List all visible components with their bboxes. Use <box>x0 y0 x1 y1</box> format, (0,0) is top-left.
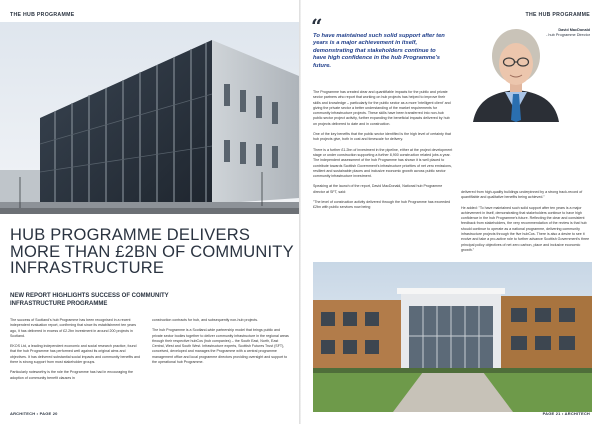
left-column-1 <box>10 318 142 386</box>
body-paragraph: Speaking at the launch of the report, David MacDonald, National hub Programme director at SFT, said: <box>313 184 443 194</box>
body-paragraph: delivered from high-quality buildings underpinned by a strong track-record of quantifiable and qualitative benefits being achieved." <box>461 190 583 200</box>
body-paragraph: The Programme has created clear and quantifiable impacts for the public and private sector partners who report that working on hub projects has helped to improve their skills and knowledge – particularly for the public sector as a more 'intelligent client' and giving the private sector a better understanding of the market requirements for community infrastructure projects. These skills have been transferred into non-hub public sector project activity, further expanding the beneficial impacts delivered by hub on projects delivered to date and in construction. <box>313 90 451 126</box>
caption-name: David MacDonald <box>558 28 590 32</box>
caption-role: - hub Programme Director <box>546 33 590 37</box>
school-building-photo <box>313 262 592 412</box>
body-paragraph: There is a further £1.2bn of investment in the pipeline, either at the project development stage or under construction supporting a further 8,900 construction related jobs a year. The independent assessment of the hub Programme has shown it is well placed to contribute towards Scottish Government's infrastructure priorities of net zero emissions, resilient and sustainable places and inclusive economic growth across public sector community infrastructure investment. <box>313 147 453 179</box>
section-header-right: THE HUB PROGRAMME <box>525 12 590 18</box>
article-subhead: NEW REPORT HIGHLIGHTS SUCCESS OF COMMUNITY INFRASTRUCTURE PROGRAMME <box>10 293 169 307</box>
portrait-caption <box>540 28 590 38</box>
body-paragraph: He added: "To have maintained such solid support after ten years is a major achievement in itself, demonstrating that stakeholders continue to have high confidence in the hub Programme's future. Reflecting the clear and consistent feedback from stakeholders, the very recommendation of the review is that hub should continue to operate as a national programme, delivering community infrastructure projects through the five hubCos. There is also a desire to see it evolve and take a pro-active role to further advance Scottish Government's three principal policy objectives of net zero carbon, place and inclusive economic growth." <box>461 205 590 252</box>
right-page <box>301 0 600 424</box>
pull-quote: To have maintained such solid support after ten years is a major achievement in itself, demonstrating that stakeholders continue to have high confidence in the hub Programme's future. <box>313 33 445 69</box>
body-paragraph: The success of Scotland's hub Programme has been recognised in a recent independent evaluation report, confirming that since its establishment ten years ago, it has delivered in excess of £2.2bn investment in around 200 projects in Scotland. <box>10 318 137 338</box>
building-photo <box>0 22 299 214</box>
body-paragraph: EKOS Ltd, a leading independent economic and social research practice, found that the hub Programme has performed well against its original aims and objectives. It has delivered substantial social impacts and community benefits and there is strong support from most stakeholder groups. <box>10 344 141 365</box>
body-paragraph: construction contracts for hub, and subsequently non-hub projects. <box>152 318 259 322</box>
right-column-1 <box>313 90 453 216</box>
body-paragraph: One of the key benefits that the public sector identified is the high level of certainty that hub projects give, both in cost and timescale for delivery. <box>313 132 451 142</box>
left-column-2 <box>152 318 290 370</box>
quote-mark-icon: “ <box>311 14 323 38</box>
body-paragraph: The hub Programme is a Scotland-wide partnership model that brings public and private sector bodies together to deliver community infrastructure in the regional areas through their respective hubCos (hub companies) – the South East, North, East Central, West and South West. Infrastructure experts, Scottish Futures Trust (SFT), conceived, developed and manages the Programme with a central programme management office and local programme directors providing oversight and support to the operational hub Programme. <box>152 328 289 365</box>
section-header-left: THE HUB PROGRAMME <box>10 12 75 18</box>
page-folio-left: ARCHITECH • PAGE 20 <box>10 411 58 416</box>
left-page <box>0 0 299 424</box>
page-folio-right: PAGE 21 • ARCHITECH <box>542 411 590 416</box>
body-paragraph: "The level of construction activity delivered through the hub Programme has exceeded £2bn with public services now being <box>313 200 451 210</box>
body-paragraph: Particularly noteworthy is the role the Programme has had in encouraging the adoption of community benefit clauses in <box>10 370 134 380</box>
right-column-2 <box>461 190 591 258</box>
article-headline: HUB PROGRAMME DELIVERS MORE THAN £2BN OF COMMUNITY INFRASTRUCTURE <box>10 226 294 277</box>
